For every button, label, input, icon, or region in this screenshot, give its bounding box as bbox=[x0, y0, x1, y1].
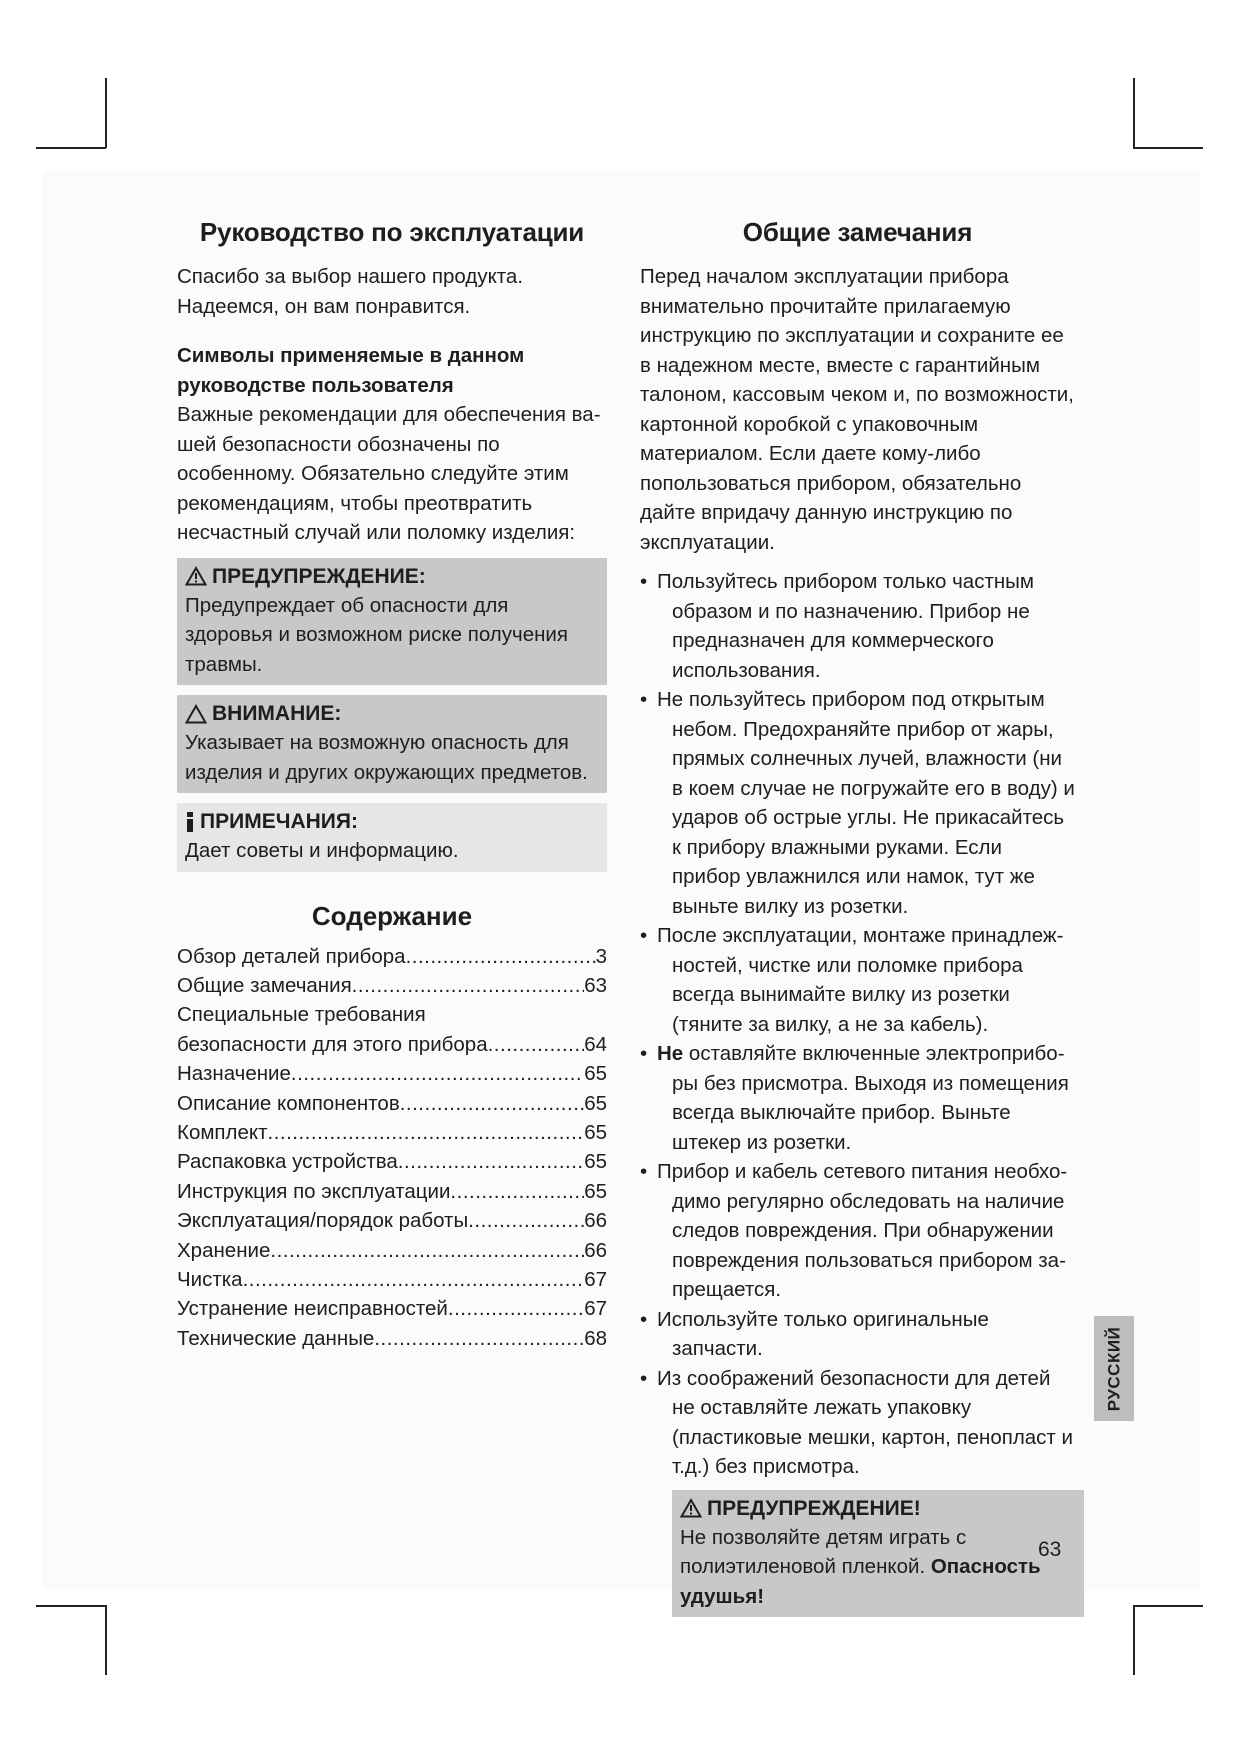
list-item: • Не пользуйтесь прибором под открытым небом. Предохраняйте прибор от жары, прямых солнечных лучей, влажности (ни в коем случае не погружайте его в воду) и ударов об острые углы. Не прикасайтесь к прибору влажными руками. Если прибор увлажнился или намок, тут же выньте вилку из розетки. bbox=[640, 685, 1075, 921]
toc-item[interactable]: Комплект ..... 65 bbox=[177, 1118, 607, 1147]
general-notes-heading: Общие замечания bbox=[742, 217, 973, 247]
list-item-bold: Не bbox=[657, 1042, 684, 1065]
warning-triangle-icon bbox=[680, 1498, 702, 1518]
toc-heading: Содержание bbox=[311, 900, 473, 931]
list-item-text: оставляйте включенные электроприборы без присмотра. Выходя из помещения всегда выключайте прибор. Выньте штекер из розетки. bbox=[672, 1042, 1069, 1154]
toc-item[interactable]: Общие замечания ..... 63 bbox=[177, 971, 607, 1000]
list-item bbox=[640, 1039, 1075, 1157]
toc-item[interactable]: Технические данные ..... 68 bbox=[177, 1324, 607, 1353]
toc-item[interactable]: Чистка ..... 67 bbox=[177, 1265, 607, 1294]
crop-mark bbox=[1133, 147, 1203, 149]
note-box bbox=[177, 803, 607, 872]
toc-item[interactable]: Устранение неисправностей ..... 67 bbox=[177, 1294, 607, 1323]
general-notes-intro: Перед началом эксплуатации прибора внимательно прочитайте прилагаемую инструкцию по эксплуатации и сохраните ее в надежном месте, вместе с гарантийным талоном, кассовым чеком и, по возможности, картонной коробкой с упаковочным материалом. Если даете кому-либо попользоваться прибором, обязательно дайте впридачу данную инструкцию по эксплуатации. bbox=[640, 265, 1074, 554]
table-of-contents bbox=[177, 942, 607, 1354]
toc-item[interactable]: безопасности для этого прибора ..... 64 bbox=[177, 1030, 607, 1059]
caution-text: Указывает на возможную опасность для изделия и других окружающих предметов. bbox=[185, 731, 588, 784]
right-column bbox=[640, 216, 1075, 1617]
toc-item[interactable]: Описание компонентов ..... 65 bbox=[177, 1089, 607, 1118]
language-tab-label: РУССКИЙ bbox=[1104, 1326, 1123, 1411]
left-column bbox=[177, 216, 607, 1353]
toc-item[interactable]: Обзор деталей прибора ..... 3 bbox=[177, 942, 607, 971]
warning-box-right bbox=[672, 1490, 1084, 1618]
note-title: ПРИМЕЧАНИЯ: bbox=[200, 810, 358, 833]
warning-box bbox=[177, 558, 607, 686]
page-number: 63 bbox=[1038, 1538, 1062, 1561]
warning-bold-right: Опасность удушья! bbox=[680, 1555, 1041, 1608]
info-icon bbox=[185, 811, 195, 833]
symbols-text: Важные рекомендации для обеспечения вашей безопасности обозначены по особенному. Обязательно следуйте этим рекомендациям, чтобы преотвратить несчастный случай или поломку изделия: bbox=[177, 403, 601, 544]
list-item: • После эксплуатации, монтаже принадлежностей, чистке или поломке прибора всегда вынимайте вилку из розетки (тяните за вилку, а не за кабель). bbox=[640, 921, 1075, 1039]
warning-triangle-icon bbox=[185, 566, 207, 586]
note-text: Дает советы и информацию. bbox=[185, 839, 459, 862]
list-item: • Прибор и кабель сетевого питания необходимо регулярно обследовать на наличие следов повреждения. При обнаружении повреждения пользоваться прибором запрещается. bbox=[640, 1157, 1075, 1305]
list-item: • Из соображений безопасности для детей не оставляйте лежать упаковку (пластиковые мешки, картон, пенопласт и т.д.) без присмотра. bbox=[640, 1364, 1075, 1482]
symbols-heading: Символы применяемые в данном руководстве пользователя bbox=[177, 344, 525, 397]
language-tab bbox=[1094, 1316, 1134, 1421]
crop-mark bbox=[105, 1605, 107, 1675]
warning-text: Предупреждает об опасности для здоровья и возможном риске получения травмы. bbox=[185, 593, 568, 676]
crop-mark bbox=[1133, 78, 1135, 148]
crop-mark bbox=[36, 1605, 106, 1607]
list-item: • Используйте только оригинальные запчасти. bbox=[640, 1305, 1075, 1364]
intro-text: Спасибо за выбор нашего продукта. Надеемся, он вам понравится. bbox=[177, 265, 524, 318]
toc-item[interactable]: Хранение ..... 66 bbox=[177, 1236, 607, 1265]
caution-box bbox=[177, 695, 607, 793]
caution-title: ВНИМАНИЕ: bbox=[212, 702, 342, 725]
toc-item[interactable]: Назначение ..... 65 bbox=[177, 1059, 607, 1088]
safety-list bbox=[640, 567, 1075, 1482]
manual-heading: Руководство по эксплуатации bbox=[199, 217, 585, 247]
toc-item[interactable]: Инструкция по эксплуатации ..... 65 bbox=[177, 1177, 607, 1206]
list-item: • Пользуйтесь прибором только частным образом и по назначению. Прибор не предназначен для коммерческого использования. bbox=[640, 567, 1075, 685]
toc-item[interactable]: Эксплуатация/порядок работы ..... 66 bbox=[177, 1206, 607, 1235]
warning-title: ПРЕДУПРЕЖДЕНИЕ: bbox=[212, 564, 426, 588]
toc-item[interactable]: Распаковка устройства ..... 65 bbox=[177, 1147, 607, 1176]
caution-triangle-icon bbox=[185, 704, 207, 724]
crop-mark bbox=[1133, 1605, 1203, 1607]
warning-text-right: Не позволяйте детям играть с полиэтиленовой пленкой. bbox=[680, 1525, 967, 1578]
warning-title-right: ПРЕДУПРЕЖДЕНИЕ! bbox=[707, 1496, 921, 1520]
toc-item[interactable]: Специальные требования bbox=[177, 1003, 426, 1027]
crop-mark bbox=[36, 147, 106, 149]
crop-mark bbox=[105, 78, 107, 148]
crop-mark bbox=[1133, 1605, 1135, 1675]
